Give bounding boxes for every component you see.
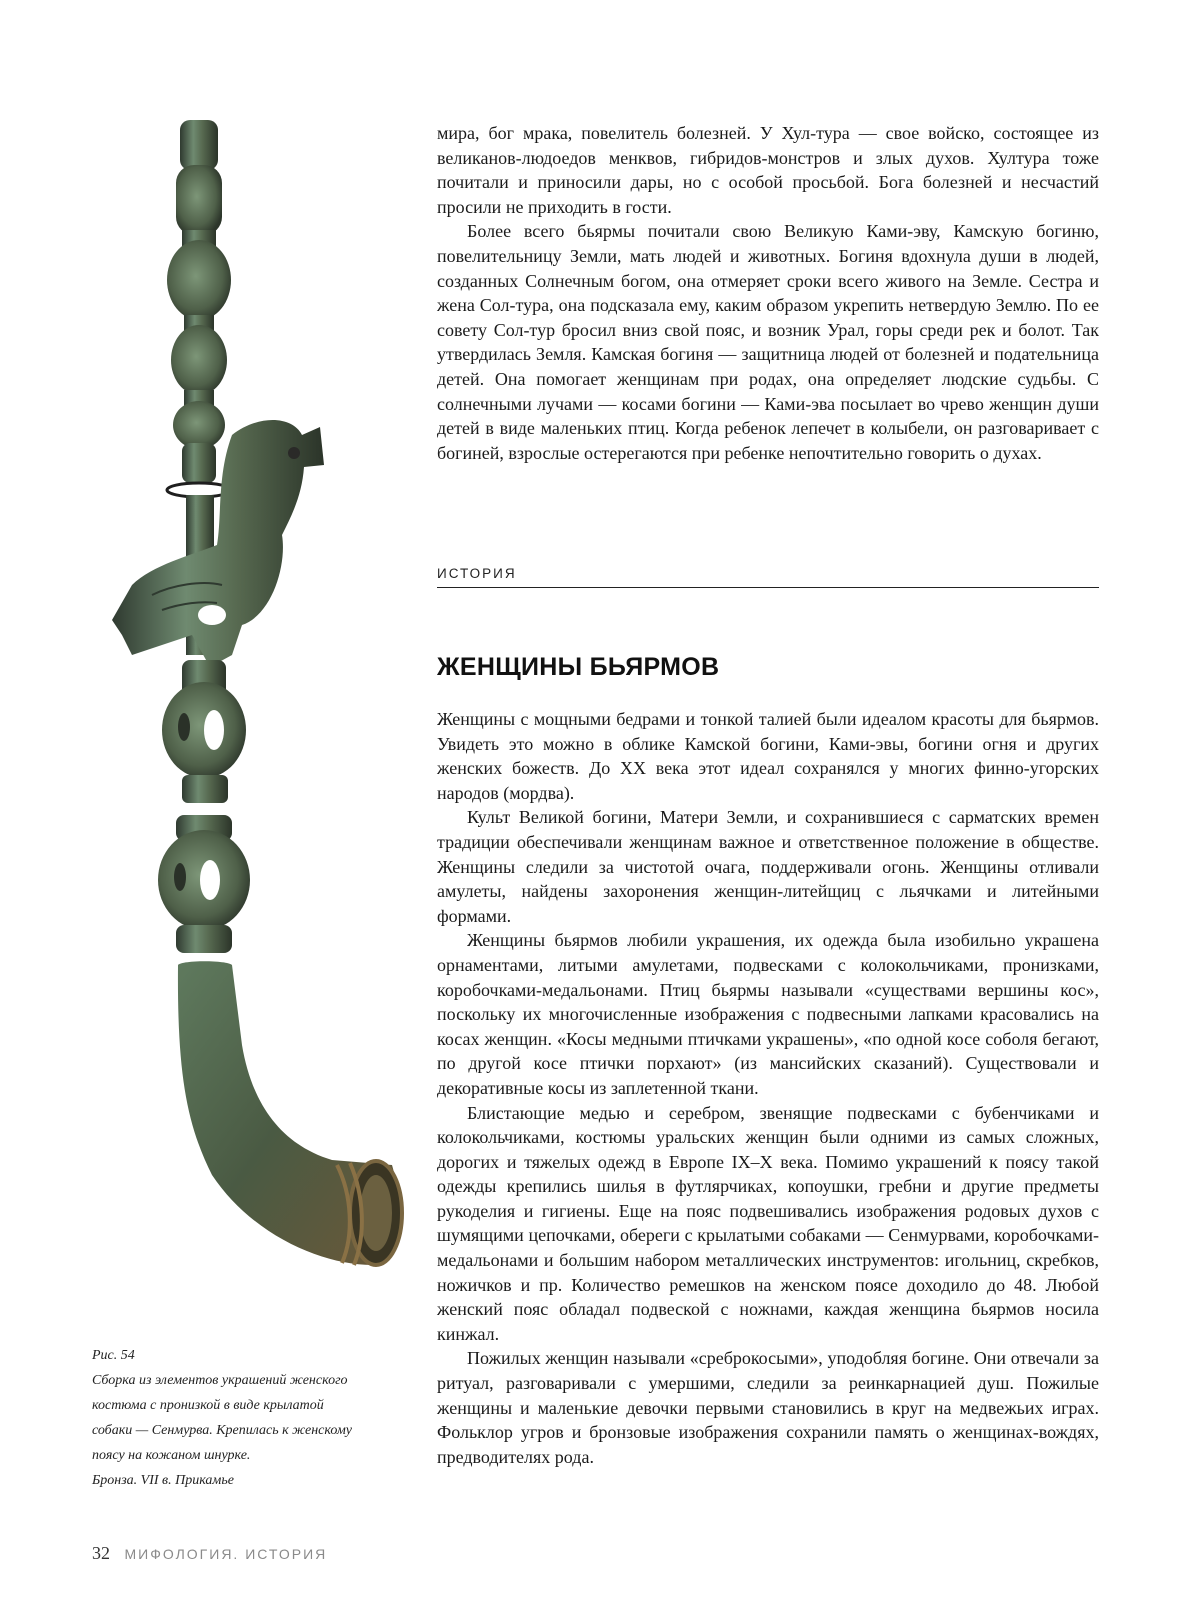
section-title: ЖЕНЩИНЫ БЬЯРМОВ — [437, 653, 720, 681]
artifact-figure — [92, 115, 412, 1315]
caption-line: Сборка из элементов украшений женского — [92, 1373, 348, 1388]
paragraph: мира, бог мрака, повелитель болезней. У Хул-тура — свое войско, состоящее из великанов-людоедов менквов, гибридов-монстров и злых духов. Хултура тоже почитали и приносили дары, но с особой просьбой. Бога болезней и несчастий просили не приходить в гости. — [437, 123, 1099, 217]
section-label: ИСТОРИЯ — [437, 566, 517, 581]
paragraph: Женщины бьярмов любили украшения, их одежда была изобильно украшена орнаментами, литыми амулетами, подвесками с колокольчиками, пронизками, коробочками-медальонами. Птиц бьярмы называли «существами вершины кос», поскольку их многочисленные изображения с подвесными лапками красовались на косах женщин. «Косы медными птичками украшены», «по одной косе соболя бегают, по другой косе птички порхают» (из мансийских сказаний). Существовали и декоративные косы из заплетенной ткани. — [437, 930, 1099, 1098]
caption-line: собаки — Сенмурва. Крепилась к женскому — [92, 1423, 353, 1438]
bronze-artifact-image — [92, 115, 412, 1315]
caption-line: Рис. 54 — [92, 1348, 135, 1363]
caption-line: костюма с пронизкой в виде крылатой — [92, 1398, 324, 1413]
caption-line: Бронза. VII в. Прикамье — [92, 1473, 234, 1488]
page-number: 32 — [92, 1543, 110, 1563]
paragraph: Культ Великой богини, Матери Земли, и сохранившиеся с сарматских времен традиции обеспечивали женщинам важное и ответственное положение в обществе. Женщины следили за чистотой очага, поддерживали огонь. Женщины отливали амулеты, найдены захоронения женщин-литейщиц с льячками и литейными формами. — [437, 807, 1099, 926]
paragraph: Более всего бьярмы почитали свою Великую Ками-эву, Камскую богиню, повелительницу Земли, мать людей и животных. Богиня вдохнула души в людей, созданных Солнечным богом, она отмеряет сроки всего живого на Земле. Сестра и жена Сол-тура, она подсказала ему, каким образом укрепить нетвердую Землю. По ее совету Сол-тур бросил вниз свой пояс, и возник Урал, горы среди рек и болот. Так утвердилась Земля. Камская богиня — защитница людей от болезней и подательница детей. Она помогает женщинам при родах, она определяет людские судьбы. С солнечными лучами — косами богини — Ками-эва посылает во чрево женщин души детей в виде маленьких птиц. Когда ребенок лепечет в колыбели, он разговаривает с богиней, взрослые остерегаются при ребенке непочтительно говорить о духах. — [437, 221, 1099, 463]
caption-line: поясу на кожаном шнурке. — [92, 1448, 251, 1463]
paragraph: Блистающие медью и серебром, звенящие подвесками с бубенчиками и колокольчиками, костюмы уральских женщин были одними из самых сложных, дорогих и тяжелых одежд в Европе IX–X века. Помимо украшений к поясу такой одежды крепились шилья в футлярчиках, копоушки, гребни и другие предметы рукоделия и гигиены. Еще на пояс подвешивались изображения родовых духов с шумящими цепочками, обереги с крылатыми собаками — Сенмурвами, коробочками-медальонами и большим набором металлических инструментов: игольниц, скребков, ножичков и пр. Количество ремешков на женском поясе доходило до 48. Любой женский пояс обладал подвеской с ножнами, каждая женщина бьярмов носила кинжал. — [437, 1102, 1099, 1344]
top-text-block — [437, 121, 1099, 465]
section-divider — [437, 587, 1099, 588]
paragraph: Пожилых женщин называли «среброкосыми», уподобляя богине. Они отвечали за ритуал, разговаривали с умершими, следили за реинкарнацией душ. Пожилые женщины и маленькие девочки первыми становились в круг на медвежьих играх. Фольклор угров и бронзовые изображения сохранили память о женщинах-вождях, предводителях рода. — [437, 1348, 1099, 1467]
running-footer-section: МИФОЛОГИЯ. ИСТОРИЯ — [124, 1546, 328, 1562]
figure-caption — [92, 1343, 422, 1493]
section-body — [437, 707, 1099, 1469]
paragraph: Женщины с мощными бедрами и тонкой талией были идеалом красоты для бьярмов. Увидеть это можно в облике Камской богини, Ками-эвы, богини огня и других женских божеств. До XX века этот идеал сохранялся у многих финно-угорских народов (мордва). — [437, 709, 1099, 803]
page-footer — [92, 1543, 327, 1564]
